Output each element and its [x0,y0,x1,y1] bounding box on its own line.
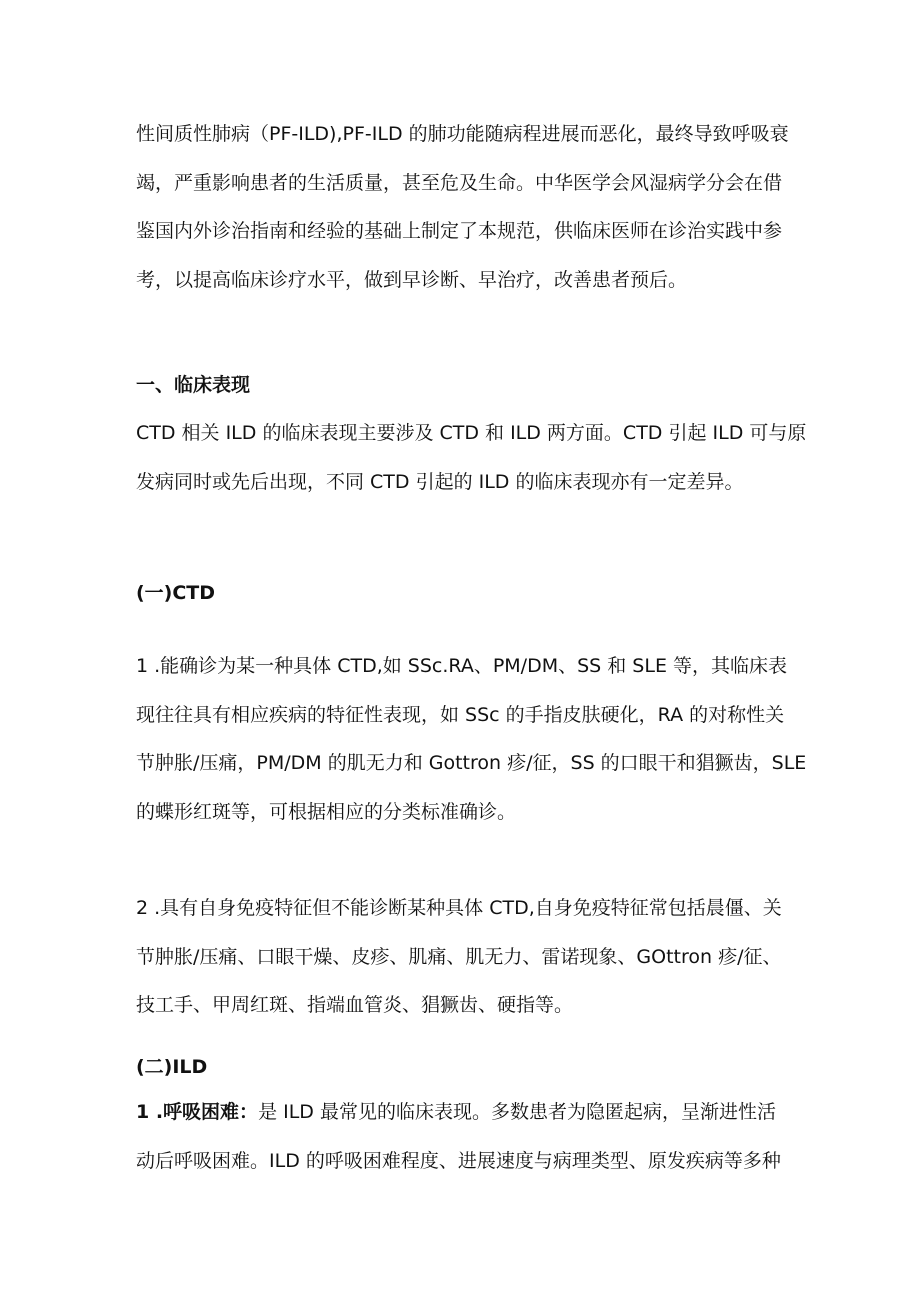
intro-line: 竭，严重影响患者的生活质量，甚至危及生命。中华医学会风湿病学分会在借 [136,171,783,194]
ctd-item-1-line: 节肿胀/压痛，PM/DM 的肌无力和 Gottron 疹/征，SS 的口眼干和猖獗齿，SLE [136,752,807,774]
subsection-heading-ild: (二)ILD [136,1056,208,1078]
ctd-item-1 [136,642,836,836]
subsection-heading-ctd: (一)CTD [136,582,216,604]
intro-paragraph [136,110,836,304]
ild-item-1-text: 是 ILD 最常见的临床表现。多数患者为隐匿起病，呈渐进性活 [258,1101,776,1123]
ctd-item-1-line: 1 .能确诊为某一种具体 CTD,如 SSc.RA、PM/DM、SS 和 SLE 等，其临床表 [136,655,787,677]
ctd-item-2-line: 2 .具有自身免疫特征但不能诊断某种具体 CTD,自身免疫特征常包括晨僵、关 [136,897,782,919]
section1-paragraph [136,409,836,506]
ild-item-1-lead: 1 .呼吸困难： [136,1101,259,1123]
intro-line: 性间质性肺病（PF-ILD),PF-ILD 的肺功能随病程进展而恶化，最终导致呼吸衰 [136,123,789,145]
ctd-item-1-line: 的蝶形红斑等，可根据相应的分类标准确诊。 [136,800,517,823]
section1-line: CTD 相关 ILD 的临床表现主要涉及 CTD 和 ILD 两方面。CTD 引起 ILD 可与原 [136,422,807,444]
ild-item-1-line [136,1088,836,1137]
ild-item-1 [136,1088,836,1185]
section1-line: 发病同时或先后出现，不同 CTD 引起的 ILD 的临床表现亦有一定差异。 [136,470,744,493]
ctd-item-2-line: 节肿胀/压痛、口眼干燥、皮疹、肌痛、肌无力、雷诺现象、GOttron 疹/征、 [136,945,782,968]
section-heading-clinical: 一、临床表现 [136,374,251,396]
intro-line: 鉴国内外诊治指南和经验的基础上制定了本规范，供临床医师在诊治实践中参 [136,220,783,242]
ctd-item-1-line: 现往往具有相应疾病的特征性表现，如 SSc 的手指皮肤硬化，RA 的对称性关 [136,703,785,726]
ild-item-1-line: 动后呼吸困难。ILD 的呼吸困难程度、进展速度与病理类型、原发疾病等多种 [136,1149,781,1172]
intro-line: 考，以提高临床诊疗水平，做到早诊断、早治疗，改善患者预后。 [136,268,688,291]
ctd-item-2 [136,884,836,1030]
ctd-item-2-line: 技工手、甲周红斑、指端血管炎、猖獗齿、硬指等。 [136,994,574,1016]
